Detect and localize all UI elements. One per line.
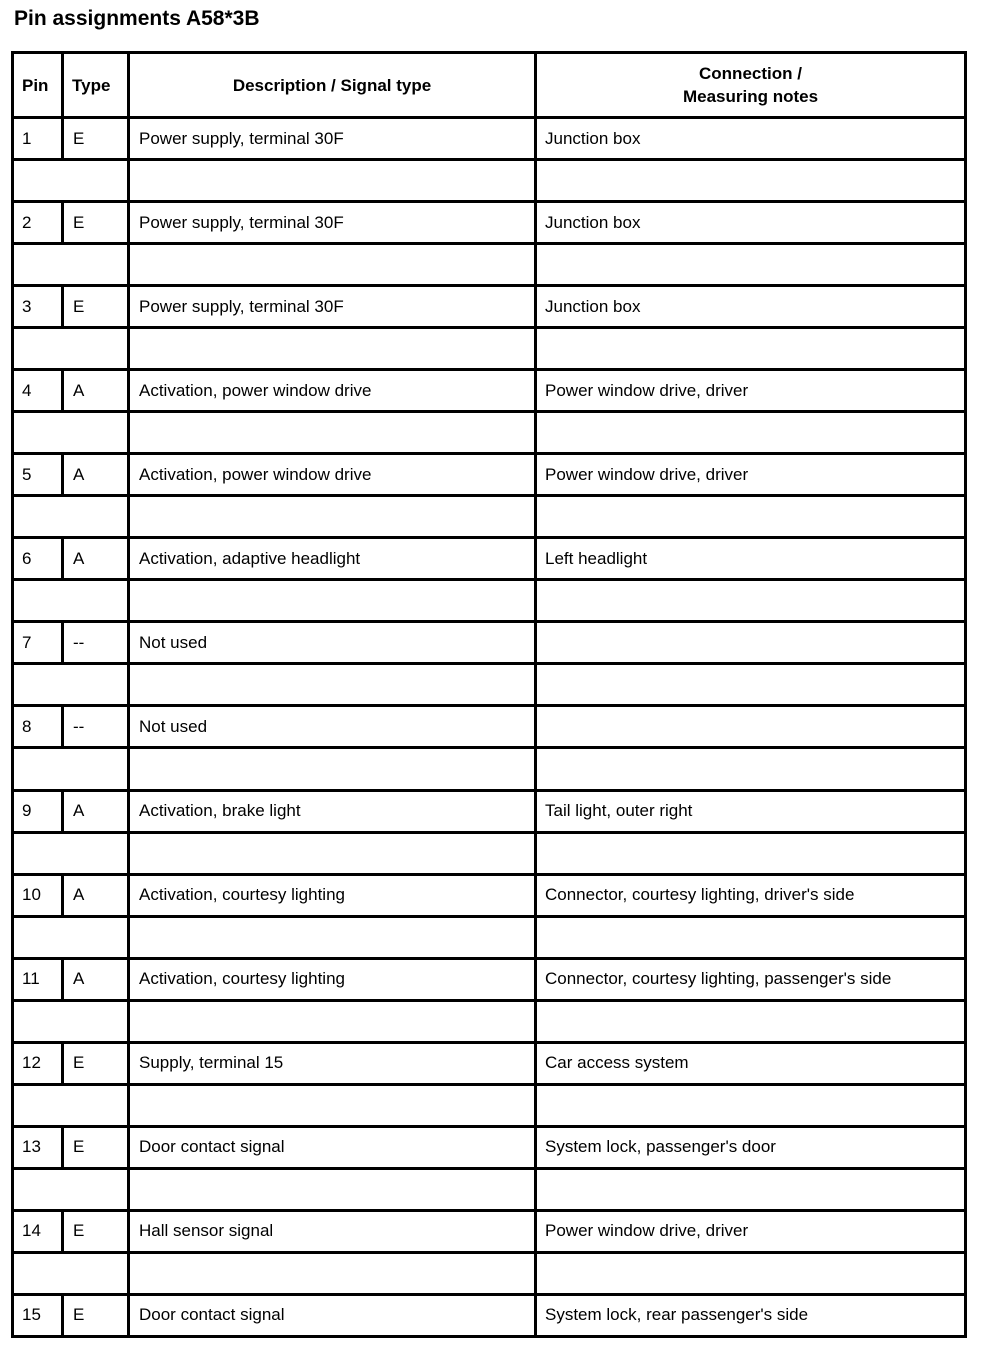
pin-cell: 1: [13, 118, 63, 160]
connection-cell: Car access system: [536, 1042, 966, 1084]
connection-cell: Power window drive, driver: [536, 454, 966, 496]
spacer-cell: [13, 832, 129, 874]
pin-cell: 8: [13, 706, 63, 748]
description-cell: Activation, courtesy lighting: [129, 958, 536, 1000]
spacer-row: [13, 916, 966, 958]
spacer-cell: [13, 1084, 129, 1126]
spacer-cell: [13, 580, 129, 622]
spacer-row: [13, 748, 966, 790]
header-type: Type: [63, 53, 129, 118]
spacer-cell: [536, 1084, 966, 1126]
spacer-cell: [129, 1168, 536, 1210]
pin-cell: 11: [13, 958, 63, 1000]
table-row: [13, 622, 966, 664]
spacer-cell: [536, 328, 966, 370]
type-cell: A: [63, 538, 129, 580]
connection-cell: Junction box: [536, 202, 966, 244]
header-row: [13, 53, 966, 118]
pin-cell: 13: [13, 1126, 63, 1168]
spacer-cell: [13, 1252, 129, 1294]
type-cell: --: [63, 622, 129, 664]
connection-cell: [536, 622, 966, 664]
spacer-cell: [536, 244, 966, 286]
description-cell: Activation, brake light: [129, 790, 536, 832]
description-cell: Door contact signal: [129, 1294, 536, 1336]
description-cell: Door contact signal: [129, 1126, 536, 1168]
table-row: [13, 454, 966, 496]
spacer-cell: [13, 748, 129, 790]
spacer-cell: [129, 160, 536, 202]
spacer-cell: [129, 412, 536, 454]
header-connection: [536, 53, 966, 118]
spacer-cell: [536, 1168, 966, 1210]
connection-cell: Left headlight: [536, 538, 966, 580]
type-cell: A: [63, 874, 129, 916]
spacer-row: [13, 1252, 966, 1294]
pin-cell: 10: [13, 874, 63, 916]
spacer-cell: [129, 664, 536, 706]
spacer-cell: [536, 916, 966, 958]
spacer-cell: [129, 496, 536, 538]
table-row: [13, 286, 966, 328]
spacer-cell: [129, 1084, 536, 1126]
pin-cell: 7: [13, 622, 63, 664]
connection-cell: System lock, passenger's door: [536, 1126, 966, 1168]
description-cell: Power supply, terminal 30F: [129, 286, 536, 328]
spacer-row: [13, 1168, 966, 1210]
type-cell: E: [63, 1294, 129, 1336]
spacer-cell: [13, 1168, 129, 1210]
spacer-row: [13, 580, 966, 622]
connection-cell: Junction box: [536, 118, 966, 160]
description-cell: Activation, power window drive: [129, 454, 536, 496]
connection-cell: Tail light, outer right: [536, 790, 966, 832]
type-cell: A: [63, 370, 129, 412]
description-cell: Not used: [129, 622, 536, 664]
spacer-cell: [536, 1252, 966, 1294]
table-row: [13, 370, 966, 412]
pin-cell: 4: [13, 370, 63, 412]
table-row: [13, 958, 966, 1000]
spacer-row: [13, 328, 966, 370]
type-cell: E: [63, 1210, 129, 1252]
table-row: [13, 706, 966, 748]
spacer-row: [13, 1084, 966, 1126]
spacer-cell: [536, 412, 966, 454]
spacer-cell: [536, 664, 966, 706]
pin-cell: 3: [13, 286, 63, 328]
spacer-cell: [129, 748, 536, 790]
spacer-cell: [129, 580, 536, 622]
connection-cell: System lock, rear passenger's side: [536, 1294, 966, 1336]
spacer-row: [13, 496, 966, 538]
connection-cell: [536, 706, 966, 748]
spacer-cell: [129, 1252, 536, 1294]
type-cell: E: [63, 1126, 129, 1168]
connection-cell: Power window drive, driver: [536, 1210, 966, 1252]
spacer-row: [13, 832, 966, 874]
spacer-cell: [129, 328, 536, 370]
spacer-cell: [536, 832, 966, 874]
pin-cell: 6: [13, 538, 63, 580]
connection-cell: Connector, courtesy lighting, passenger's side: [536, 958, 966, 1000]
description-cell: Activation, power window drive: [129, 370, 536, 412]
spacer-cell: [13, 664, 129, 706]
connection-cell: Junction box: [536, 286, 966, 328]
pin-cell: 12: [13, 1042, 63, 1084]
spacer-cell: [129, 244, 536, 286]
table-row: [13, 1126, 966, 1168]
connection-cell: Connector, courtesy lighting, driver's side: [536, 874, 966, 916]
type-cell: --: [63, 706, 129, 748]
header-connection-line1: Connection /: [699, 64, 802, 83]
spacer-cell: [536, 748, 966, 790]
spacer-cell: [13, 496, 129, 538]
description-cell: Power supply, terminal 30F: [129, 118, 536, 160]
type-cell: E: [63, 118, 129, 160]
type-cell: E: [63, 286, 129, 328]
type-cell: E: [63, 1042, 129, 1084]
table-row: [13, 874, 966, 916]
spacer-row: [13, 412, 966, 454]
description-cell: Activation, adaptive headlight: [129, 538, 536, 580]
spacer-cell: [13, 412, 129, 454]
spacer-cell: [536, 496, 966, 538]
type-cell: E: [63, 202, 129, 244]
spacer-row: [13, 244, 966, 286]
pin-cell: 2: [13, 202, 63, 244]
table-row: [13, 1042, 966, 1084]
connection-cell: Power window drive, driver: [536, 370, 966, 412]
table-row: [13, 790, 966, 832]
spacer-cell: [129, 916, 536, 958]
spacer-cell: [13, 328, 129, 370]
spacer-cell: [536, 1000, 966, 1042]
spacer-cell: [129, 1000, 536, 1042]
pin-cell: 5: [13, 454, 63, 496]
description-cell: Supply, terminal 15: [129, 1042, 536, 1084]
type-cell: A: [63, 790, 129, 832]
spacer-cell: [536, 160, 966, 202]
description-cell: Power supply, terminal 30F: [129, 202, 536, 244]
header-connection-line2: Measuring notes: [682, 87, 819, 106]
pin-cell: 15: [13, 1294, 63, 1336]
spacer-cell: [13, 160, 129, 202]
table-row: [13, 202, 966, 244]
header-description: Description / Signal type: [129, 53, 536, 118]
pin-assignment-table: [11, 51, 967, 1338]
table-body: [13, 118, 966, 1337]
description-cell: Hall sensor signal: [129, 1210, 536, 1252]
type-cell: A: [63, 454, 129, 496]
page-title: Pin assignments A58*3B: [14, 7, 260, 30]
spacer-cell: [13, 1000, 129, 1042]
description-cell: Activation, courtesy lighting: [129, 874, 536, 916]
table-row: [13, 538, 966, 580]
spacer-cell: [129, 832, 536, 874]
table-row: [13, 1294, 966, 1336]
spacer-cell: [13, 244, 129, 286]
spacer-row: [13, 160, 966, 202]
spacer-row: [13, 664, 966, 706]
header-pin: Pin: [13, 53, 63, 118]
spacer-row: [13, 1000, 966, 1042]
spacer-cell: [13, 916, 129, 958]
description-cell: Not used: [129, 706, 536, 748]
table-row: [13, 1210, 966, 1252]
pin-cell: 14: [13, 1210, 63, 1252]
table-row: [13, 118, 966, 160]
type-cell: A: [63, 958, 129, 1000]
pin-cell: 9: [13, 790, 63, 832]
spacer-cell: [536, 580, 966, 622]
